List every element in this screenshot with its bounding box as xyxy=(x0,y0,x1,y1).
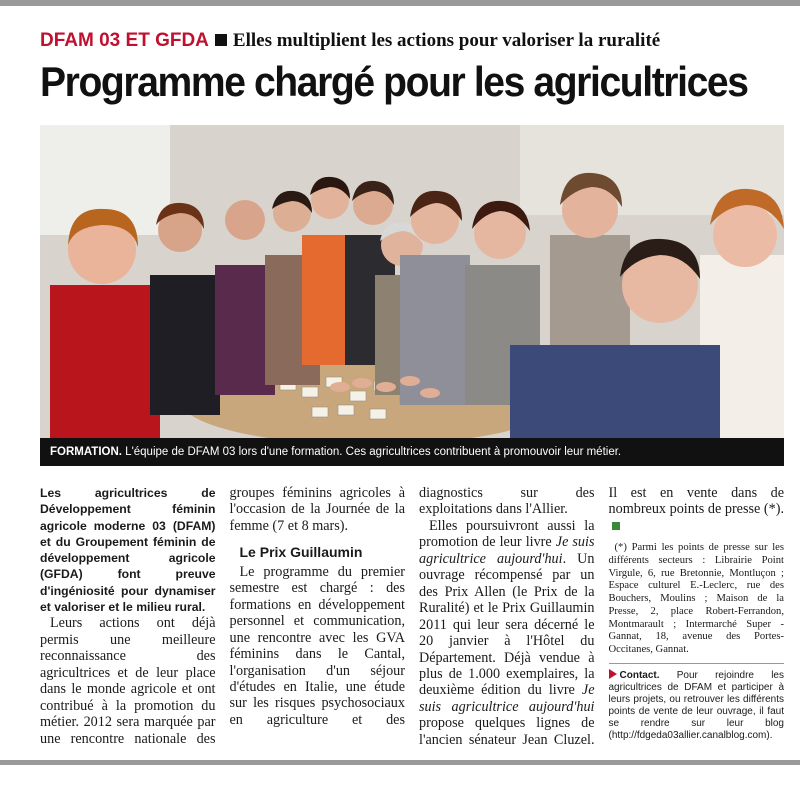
contact-box xyxy=(609,663,785,742)
kicker xyxy=(40,30,660,52)
end-mark-icon xyxy=(612,522,620,530)
top-rule xyxy=(0,0,800,6)
caption-label: FORMATION. xyxy=(50,446,122,458)
p3-part-c: propose quelques lignes de l'ancien sénateur Jean Cluzel. Il est en vente dans de nombreux points de presse (*). xyxy=(419,485,784,748)
article-paragraph-2: Le programme du premier semestre est chargé : des formations en développement personnel et communication, une rencontre avec les GVA féminins dans le Cantal, l'organisation d'un séjour d'études en Italie, une étude sur les risques psychosociaux en agriculture et des diagnostics sur des exploitations dans l'Allier. xyxy=(229,485,595,728)
caption-text: L'équipe de DFAM 03 lors d'une formation. Ces agricultrices contribuent à promouvoir leur métier. xyxy=(121,446,622,458)
arrow-icon xyxy=(609,669,617,679)
photo-illustration xyxy=(40,125,784,438)
contact-text: Pour rejoindre les agricultrices de DFAM et participer à leurs projets, ou retrouver les différents points de vente de leur ouvrage, il faut se rendre sur leur blog (http://fdgeda03allier.canalblog.com). xyxy=(608,669,784,741)
p3-part-a: Elles poursuivront aussi la promotion de leur livre xyxy=(419,517,595,551)
article-lead: Les agricultrices de Développement féminin agricole moderne 03 (DFAM) et du Groupement féminin de développement agricole (GFDA) font preuve d'ingéniosité pour dynamiser et valoriser et le milieu rural. xyxy=(40,486,216,615)
photo-caption xyxy=(40,438,784,466)
book-title: Je suis agricultrice aujourd'hui xyxy=(419,534,595,567)
article-subhead: Le Prix Guillaumin xyxy=(239,544,363,561)
contact-label: Contact. xyxy=(619,669,660,681)
bottom-rule xyxy=(0,760,800,765)
kicker-org: DFAM 03 ET GFDA xyxy=(40,30,209,51)
headline: Programme chargé pour les agricultrices xyxy=(40,58,748,105)
p3-part-b: . Un ouvrage récompensé par un des Prix Allen (le Prix de la Ruralité) et le Prix Guillaumin 2011 qui leur sera décerné le 20 janvier à l'Hôtel du Département. Déjà vendue à plus de 1.000 exemplaires, la deuxième édition du livre xyxy=(419,550,595,699)
press-points-note: (*) Parmi les points de presse sur les différents secteurs : Librairie Point Virgule, 6, rue Bretonnie, Montluçon ; Espace culturel E.-Leclerc, rue des Bouchers, Moulins ; Maison de la Presse, 2, place Robert-Ferrandon, Montmarault ; Intermarché Super - Gannat, 18, avenue des Portes-Occitanes, Gannat. xyxy=(608,542,784,655)
kicker-square-icon xyxy=(215,34,227,46)
article-body xyxy=(40,485,784,757)
book-title-2: Je suis agricultrice aujourd'hui xyxy=(419,682,595,715)
article-paragraph-1: Leurs actions ont déjà permis une meilleure reconnaissance des agricultrices et de leur place dans le monde agricole et ont contribué à la promotion du métier. 2012 sera marquée par une rencontre nationale des groupes féminins agricoles à l'occasion de la Journée de la femme (7 et 8 mars). xyxy=(40,485,405,747)
kicker-subtitle: Elles multiplient les actions pour valoriser la ruralité xyxy=(232,30,661,51)
article-photo xyxy=(40,125,784,438)
